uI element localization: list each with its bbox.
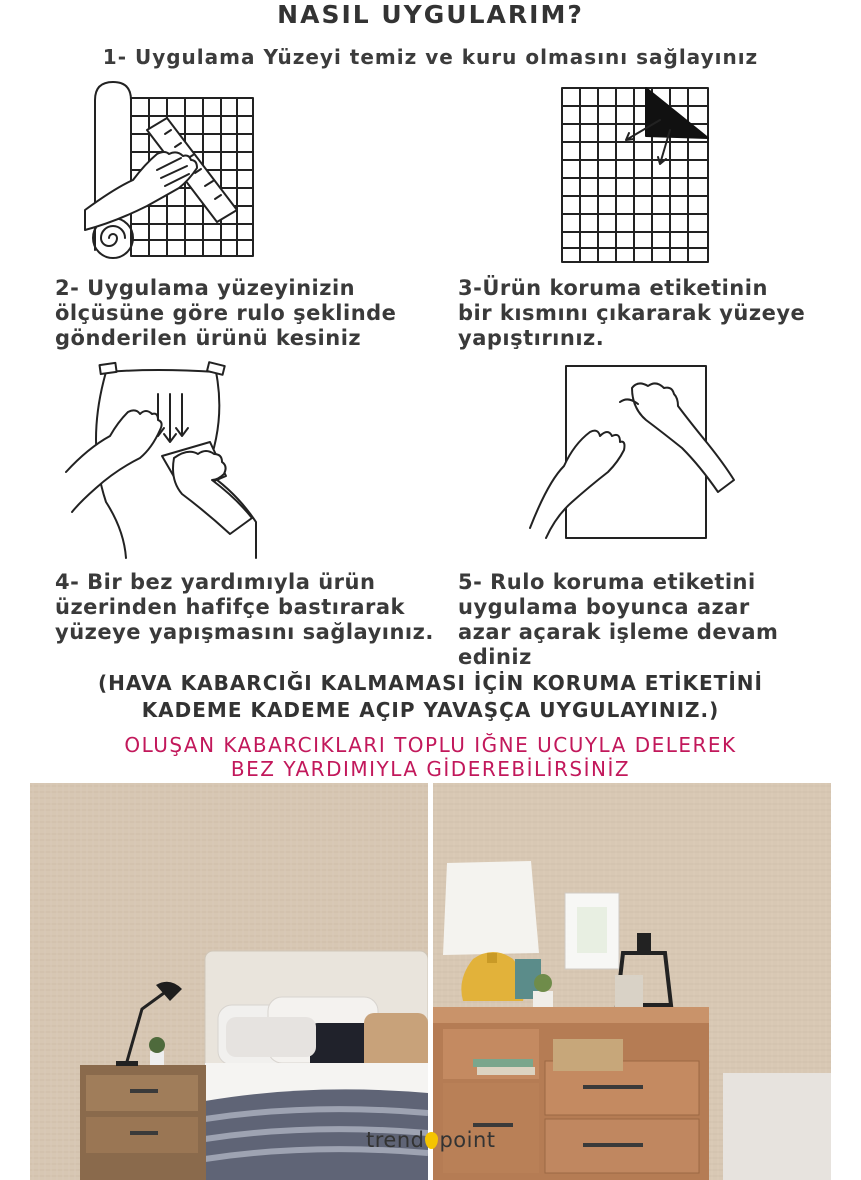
smooth-sheet-illustration — [528, 362, 738, 540]
page-title: NASIL UYGULARIM? — [277, 0, 584, 29]
warning-text: OLUŞAN KABARCIKLARI TOPLU IĞNE UCUYLA DELEREK BEZ YARDIMIYLA GİDEREBİLİRSİNİZ — [124, 733, 737, 781]
step-4-text: 4- Bir bez yardımıyla ürün üzerinden hafifçe bastırarak yüzeye yapışmasını sağlayınız. — [55, 570, 434, 644]
dresser-photo — [433, 783, 831, 1180]
location-pin-icon — [425, 1132, 438, 1149]
step-3-text: 3-Ürün koruma etiketinin bir kısmını çıkararak yüzeye yapıştırınız. — [458, 276, 806, 350]
step-5-text: 5- Rulo koruma etiketini uygulama boyunca azar azar açarak işleme devam ediniz — [458, 570, 779, 669]
press-cloth-illustration — [66, 362, 276, 562]
trendpoint-logo: trend point — [366, 1128, 496, 1152]
bedroom-photo — [30, 783, 428, 1180]
step-2-text: 2- Uygulama yüzeyinizin ölçüsüne göre rulo şeklinde gönderilen ürünü kesiniz — [55, 276, 397, 350]
step-1-text: 1- Uygulama Yüzeyi temiz ve kuru olmasını sağlayınız — [102, 45, 759, 69]
measure-roll-illustration — [85, 80, 265, 265]
bubble-note: (HAVA KABARCIĞI KALMAMASI İÇİN KORUMA ETİKETİNİ KADEME KADEME AÇIP YAVAŞÇA UYGULAYINIZ.) — [98, 671, 763, 722]
peel-corner-illustration — [560, 86, 710, 264]
